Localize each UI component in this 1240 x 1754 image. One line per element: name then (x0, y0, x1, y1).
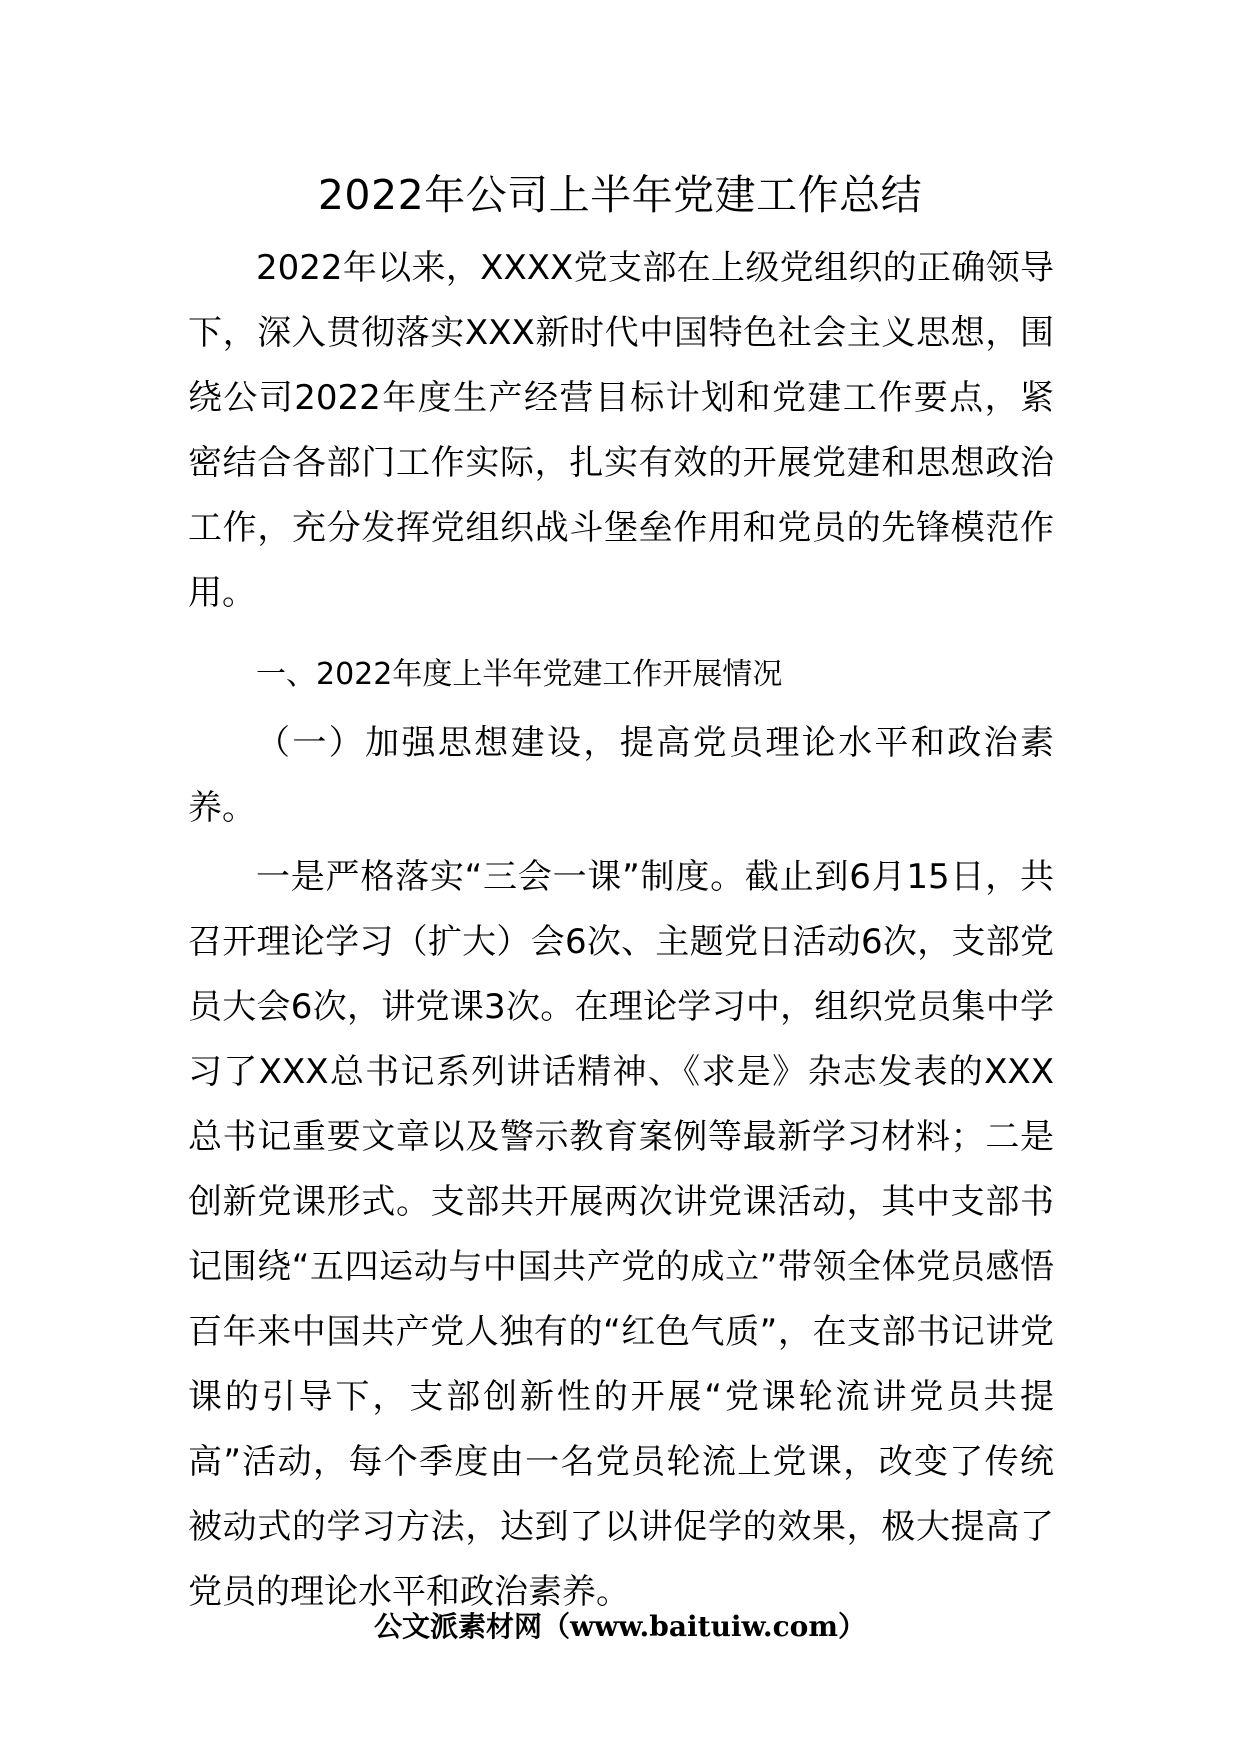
intro-paragraph: 2022年以来，XXXX党支部在上级党组织的正确领导下，深入贯彻落实XXX新时代中国特色社会主义思想，围绕公司2022年度生产经营目标计划和党建工作要点，紧密结合各部门工作实际，扎实有效的开展党建和思想政治工作，充分发挥党组织战斗堡垒作用和党员的先锋模范作用。 (188, 248, 1054, 613)
subsection-heading: （一）加强思想建设，提高党员理论水平和政治素养。 (188, 723, 1054, 828)
body-paragraph: 一是严格落实“三会一课”制度。截止到6月15日，共召开理论学习（扩大）会6次、主题党日活动6次，支部党员大会6次，讲党课3次。在理论学习中，组织党员集中学习了XXX总书记系列讲话精神、《求是》杂志发表的XXX总书记重要文章以及警示教育案例等最新学习材料；二是创新党课形式。支部共开展两次讲党课活动，其中支部书记围绕“五四运动与中国共产党的成立”带领全体党员感悟百年来中国共产党人独有的“红色气质”，在支部书记讲党课的引导下，支部创新性的开展“党课轮流讲党员共提高”活动，每个季度由一名党员轮流上党课，改变了传统被动式的学习方法，达到了以讲促学的效果，极大提高了党员的理论水平和政治素养。 (188, 857, 1054, 1612)
document-body (188, 236, 1054, 1625)
footer-source: 公文派素材网（www.baituiw.com） (374, 1610, 866, 1643)
section-heading: 一、2022年度上半年党建工作开展情况 (256, 657, 783, 692)
document-title: 2022年公司上半年党建工作总结 (317, 171, 923, 219)
